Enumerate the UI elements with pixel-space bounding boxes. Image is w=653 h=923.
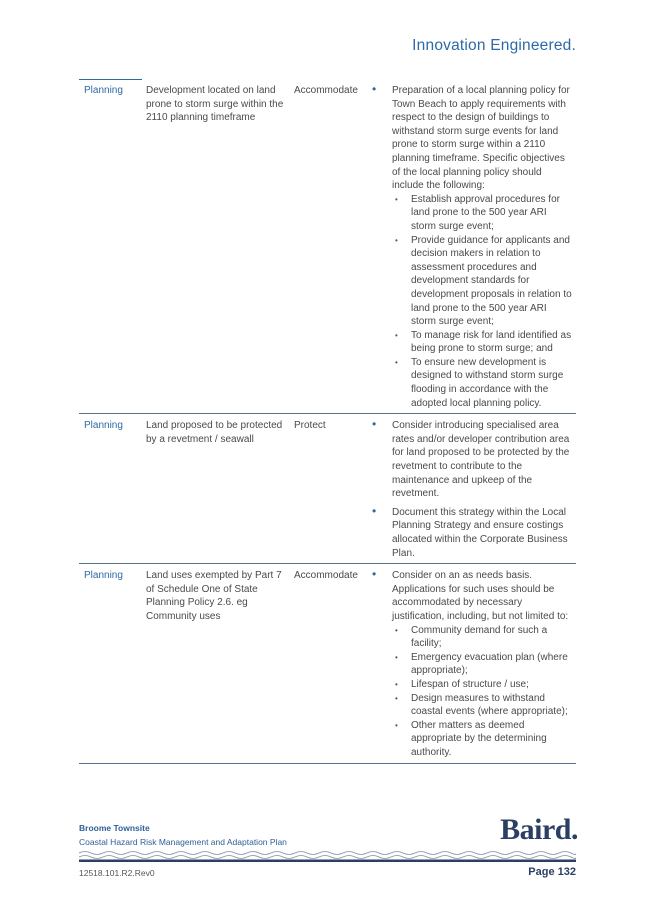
sub-item [392,329,572,356]
sub-item [392,719,572,760]
sub-bullet-icon: • [395,357,398,367]
action-text: Consider introducing specialised area rates and/or developer contribution area for land proposed to be protected by the revetment to contribute to the maintenance and upkeep of the revetment. [392,420,570,500]
sub-bullet-icon: • [395,625,398,635]
adaptation-table [79,79,576,764]
sub-item [392,624,572,651]
sub-item [392,234,572,329]
action-item [368,419,572,501]
row-approach: Accommodate [294,85,358,96]
sub-item-text: Other matters as deemed appropriate by the determining authority. [411,719,547,758]
action-text: Document this strategy within the Local Planning Strategy and ensure costings allocated within the Corporate Business Plan. [392,506,568,559]
bullet-icon: • [372,503,377,518]
wave-divider-icon [79,850,576,862]
table-row [79,564,576,763]
action-text: Consider on an as needs basis. Applications for such uses should be accommodated by necessary justification, including, but not limited to: [392,570,569,622]
footer-title: Broome Townsite [79,823,150,833]
bullet-icon: • [372,567,377,582]
row-approach: Accommodate [294,570,358,582]
row-description: Development located on land prone to storm surge within the 2110 planning timeframe [146,85,284,124]
header-tagline: Innovation Engineered. [412,37,576,54]
table-row [79,414,576,564]
sub-bullet-icon: • [395,194,398,204]
sub-item-text: Provide guidance for applicants and decision makers in relation to assessment procedures and development standards for development proposals in relation to land prone to the 500 year ARI storm surge event; [411,234,572,328]
sub-item [392,651,572,678]
sub-item-text: Design measures to withstand coastal events (where appropriate); [411,692,568,718]
sub-item [392,692,572,719]
sub-bullet-icon: • [395,330,398,340]
sub-item [392,193,572,234]
sub-bullet-icon: • [395,693,398,703]
sub-item-text: Emergency evacuation plan (where appropriate); [411,651,568,677]
sub-item-text: To manage risk for land identified as being prone to storm surge; and [411,329,572,355]
row-approach: Protect [294,420,326,432]
row-actions [368,419,572,560]
sub-bullet-icon: • [395,235,398,245]
action-item [368,503,572,560]
row-category: Planning [84,420,123,432]
action-item [368,569,572,759]
sub-item [392,678,572,692]
row-description: Land uses exempted by Part 7 of Schedule One of State Planning Policy 2.6. eg Community uses [146,570,282,622]
bullet-icon: • [372,82,377,96]
sub-bullet-icon: • [395,679,398,689]
action-item [368,84,572,410]
row-actions [368,569,572,759]
footer-subtitle: Coastal Hazard Risk Management and Adaptation Plan [79,837,287,847]
bullet-icon: • [372,417,377,432]
row-actions [368,84,572,410]
sub-item-text: Community demand for such a facility; [411,624,548,650]
sub-item-text: Establish approval procedures for land prone to the 500 year ARI storm surge event; [411,193,560,232]
sub-item-text: To ensure new development is designed to withstand storm surge flooding in accordance with the adopted local planning policy. [411,356,564,409]
sub-item-text: Lifespan of structure / use; [411,678,529,690]
action-text: Preparation of a local planning policy for Town Beach to apply requirements with respect to the design of buildings to withstand storm surge events for land prone to storm surge within a 2110 planning timeframe. Specific objectives of the local planning policy should include the following: [392,85,570,192]
sub-bullet-icon: • [395,720,398,730]
sub-bullet-icon: • [395,652,398,662]
row-category: Planning [84,85,123,96]
baird-logo: Baird. [500,813,578,846]
table-row [79,79,576,414]
document-number: 12518.101.R2.Rev0 [79,868,155,878]
row-description: Land proposed to be protected by a revetment / seawall [146,420,283,445]
page-number: Page 132 [528,866,576,878]
sub-item [392,356,572,410]
row-category: Planning [84,570,123,582]
